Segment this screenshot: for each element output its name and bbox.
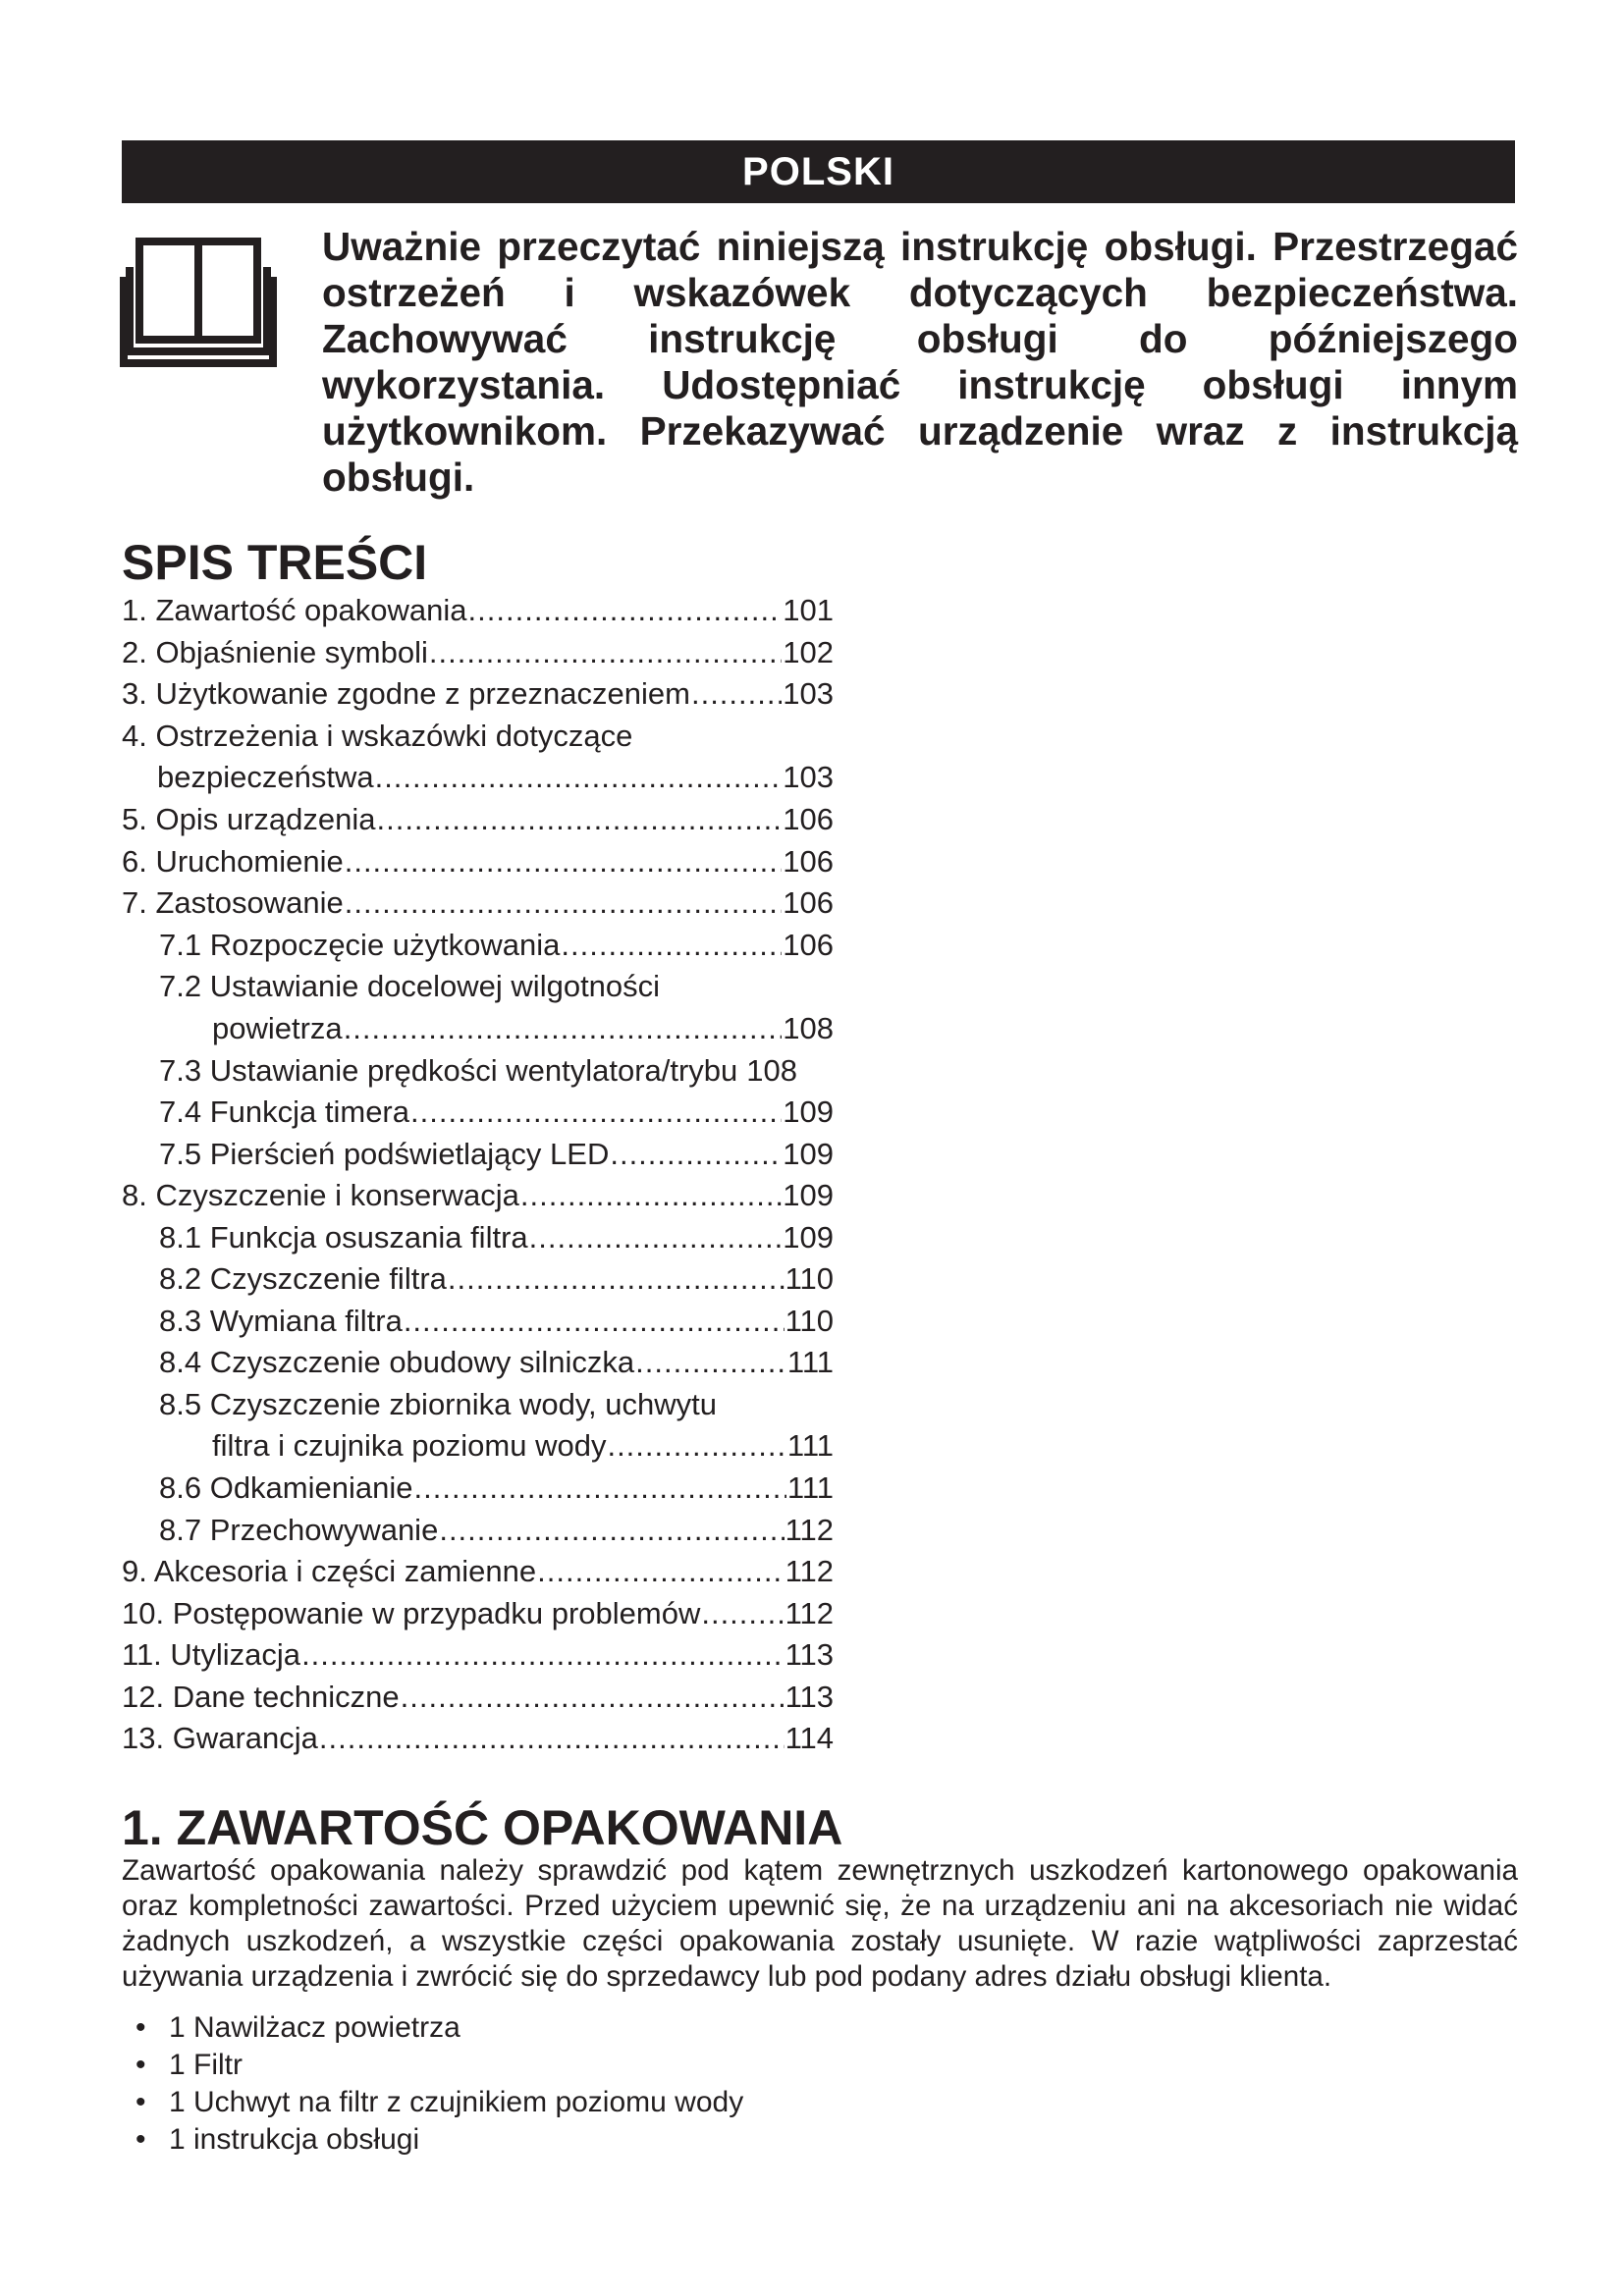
toc-subentry[interactable]: 7.1 Rozpoczęcie użytkowania ..... 106: [122, 925, 834, 967]
list-item: • 1 Uchwyt na filtr z czujnikiem poziomu wody: [122, 2084, 743, 2121]
toc-subentry[interactable]: 8.3 Wymiana filtra ..... 110: [122, 1301, 834, 1343]
toc-subentry[interactable]: 8.5 Czyszczenie zbiornika wody, uchwytu: [159, 1386, 718, 1421]
toc-subentry[interactable]: 7.2 Ustawianie docelowej wilgotności: [159, 969, 661, 1003]
toc-entry[interactable]: 4. Ostrzeżenia i wskazówki dotyczące: [122, 718, 633, 753]
toc-entry[interactable]: 12. Dane techniczne ..... 113: [122, 1677, 834, 1719]
language-header-bar: [122, 140, 1515, 203]
bullet-icon: •: [135, 2049, 146, 2081]
toc-subentry[interactable]: 8.2 Czyszczenie filtra ..... 110: [122, 1258, 834, 1301]
toc-entry-continuation[interactable]: powietrza ..... 108: [122, 1008, 834, 1050]
toc-entry[interactable]: 3. Użytkowanie zgodne z przeznaczeniem ..... 103: [122, 673, 834, 716]
toc-entry[interactable]: 10. Postępowanie w przypadku problemów ..... 112: [122, 1593, 834, 1635]
toc-entry[interactable]: 11. Utylizacja ..... 113: [122, 1634, 834, 1677]
toc-entry-continuation[interactable]: filtra i czujnika poziomu wody ..... 111: [122, 1425, 834, 1468]
bullet-icon: •: [135, 2086, 146, 2118]
toc-subentry[interactable]: 7.5 Pierścień podświetlający LED ..... 109: [122, 1134, 834, 1176]
toc-entry[interactable]: 7. Zastosowanie ..... 106: [122, 882, 834, 925]
toc-subentry[interactable]: 8.6 Odkamienianie ..... 111: [122, 1468, 834, 1510]
toc-entry[interactable]: 6. Uruchomienie ..... 106: [122, 841, 834, 883]
toc-entry[interactable]: 2. Objaśnienie symboli ..... 102: [122, 632, 834, 674]
table-of-contents: [122, 590, 834, 1760]
toc-entry-continuation[interactable]: bezpieczeństwa ..... 103: [122, 757, 834, 799]
toc-entry[interactable]: 9. Akcesoria i części zamienne ..... 112: [122, 1551, 834, 1593]
read-instructions-notice: Uważnie przeczytać niniejszą instrukcję obsługi. Przestrzegać ostrzeżeń i wskazówek dotyczących bezpieczeństwa. Zachowywać instrukcję obsługi do późniejszego wykorzystania. Udostępniać instrukcję obsługi innym użytkownikom. Przekazywać urządzenie wraz z instrukcją obsługi.: [322, 224, 1518, 500]
bullet-icon: •: [135, 2123, 146, 2156]
list-item: • 1 instrukcja obsługi: [122, 2121, 743, 2159]
toc-entry[interactable]: 5. Opis urządzenia ..... 106: [122, 799, 834, 841]
toc-subentry[interactable]: 8.1 Funkcja osuszania filtra ..... 109: [122, 1217, 834, 1259]
section-1-body: Zawartość opakowania należy sprawdzić pod kątem zewnętrznych uszkodzeń kartonowego opakowania oraz kompletności zawartości. Przed użyciem upewnić się, że na urządzeniu ani na akcesoriach nie widać żadnych uszkodzeń, a wszystkie części opakowania zostały usunięte. W razie wątpliwości zaprzestać używania urządzenia i zwrócić się do sprzedawcy lub pod podany adres działu obsługi klienta.: [122, 1854, 1518, 1993]
list-item: • 1 Nawilżacz powietrza: [122, 2009, 743, 2047]
list-item: • 1 Filtr: [122, 2047, 743, 2084]
toc-entry[interactable]: 13. Gwarancja ..... 114: [122, 1718, 834, 1760]
toc-subentry[interactable]: 7.4 Funkcja timera ..... 109: [122, 1092, 834, 1134]
book-icon: [120, 234, 277, 371]
bullet-icon: •: [135, 2011, 146, 2044]
toc-subentry[interactable]: 8.7 Przechowywanie ..... 112: [122, 1510, 834, 1552]
toc-entry[interactable]: 8. Czyszczenie i konserwacja ..... 109: [122, 1175, 834, 1217]
package-contents-list: [122, 2009, 743, 2159]
toc-title: SPIS TREŚCI: [122, 535, 428, 590]
section-1-title: 1. ZAWARTOŚĆ OPAKOWANIA: [122, 1800, 843, 1855]
language-label: POLSKI: [742, 150, 894, 193]
toc-entry[interactable]: 1. Zawartość opakowania ..... 101: [122, 590, 834, 632]
toc-subentry[interactable]: 7.3 Ustawianie prędkości wentylatora/trybu 108: [159, 1052, 798, 1088]
toc-subentry[interactable]: 8.4 Czyszczenie obudowy silniczka ..... 111: [122, 1342, 834, 1384]
